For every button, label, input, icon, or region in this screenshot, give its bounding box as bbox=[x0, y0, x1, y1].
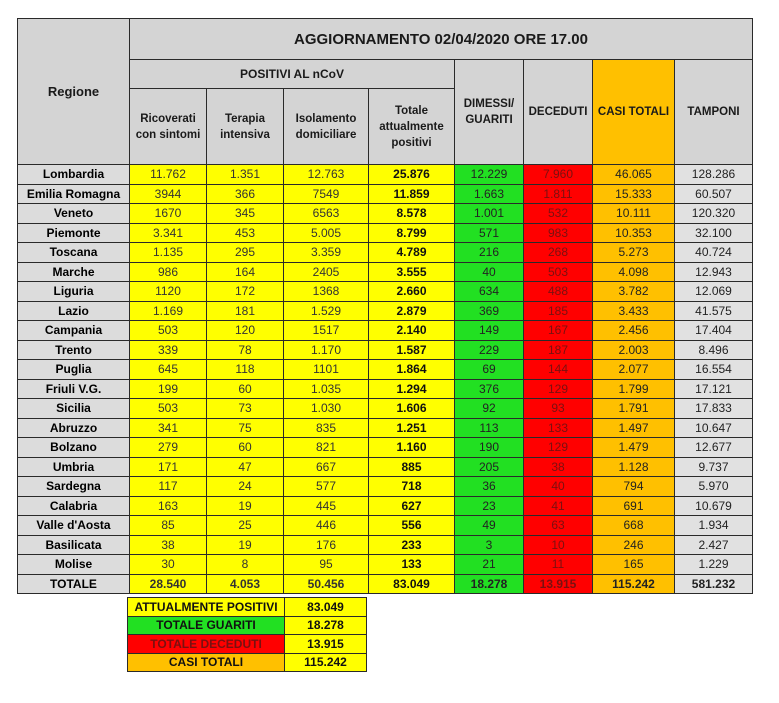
cell-dimessi: 49 bbox=[455, 516, 524, 536]
table-row bbox=[18, 555, 753, 575]
cell-deceduti: 10 bbox=[524, 535, 593, 555]
cell-casi: 15.333 bbox=[593, 184, 675, 204]
cell-deceduti: 40 bbox=[524, 477, 593, 497]
cell-totale: 83.049 bbox=[369, 574, 455, 594]
cell-dimessi: 369 bbox=[455, 301, 524, 321]
cell-ricoverati: 117 bbox=[130, 477, 207, 497]
cell-ricoverati: 341 bbox=[130, 418, 207, 438]
cell-isolamento: 95 bbox=[284, 555, 369, 575]
cell-deceduti: 268 bbox=[524, 243, 593, 263]
cell-dimessi: 229 bbox=[455, 340, 524, 360]
table-row bbox=[18, 477, 753, 497]
summary-value: 18.278 bbox=[285, 616, 367, 635]
cell-dimessi: 21 bbox=[455, 555, 524, 575]
cell-deceduti: 38 bbox=[524, 457, 593, 477]
col-header-regione: Regione bbox=[18, 19, 130, 165]
cell-regione: Veneto bbox=[18, 204, 130, 224]
cell-regione: Sardegna bbox=[18, 477, 130, 497]
cell-tamponi: 5.970 bbox=[675, 477, 753, 497]
totals-row bbox=[18, 574, 753, 594]
col-header-dimessi: DIMESSI/ GUARITI bbox=[455, 60, 524, 165]
cell-ricoverati: 503 bbox=[130, 399, 207, 419]
cell-isolamento: 1517 bbox=[284, 321, 369, 341]
cell-casi: 794 bbox=[593, 477, 675, 497]
cell-tamponi: 9.737 bbox=[675, 457, 753, 477]
cell-isolamento: 3.359 bbox=[284, 243, 369, 263]
col-header-casi-totali: CASI TOTALI bbox=[593, 60, 675, 165]
table-row bbox=[18, 165, 753, 185]
cell-regione: Friuli V.G. bbox=[18, 379, 130, 399]
cell-ricoverati: 645 bbox=[130, 360, 207, 380]
cell-tamponi: 12.677 bbox=[675, 438, 753, 458]
cell-ricoverati: 1.135 bbox=[130, 243, 207, 263]
summary-label: TOTALE GUARITI bbox=[128, 616, 285, 635]
cell-totale: 1.294 bbox=[369, 379, 455, 399]
cell-terapia: 453 bbox=[207, 223, 284, 243]
cell-terapia: 73 bbox=[207, 399, 284, 419]
cell-dimessi: 3 bbox=[455, 535, 524, 555]
cell-terapia: 24 bbox=[207, 477, 284, 497]
table-row bbox=[18, 418, 753, 438]
cell-ricoverati: 339 bbox=[130, 340, 207, 360]
cell-deceduti: 144 bbox=[524, 360, 593, 380]
cell-totale: 233 bbox=[369, 535, 455, 555]
cell-ricoverati: 199 bbox=[130, 379, 207, 399]
cell-totale: 718 bbox=[369, 477, 455, 497]
cell-regione: Valle d'Aosta bbox=[18, 516, 130, 536]
cell-tamponi: 581.232 bbox=[675, 574, 753, 594]
summary-table bbox=[127, 597, 367, 672]
cell-isolamento: 176 bbox=[284, 535, 369, 555]
cell-totale: 556 bbox=[369, 516, 455, 536]
table-row bbox=[18, 516, 753, 536]
cell-terapia: 75 bbox=[207, 418, 284, 438]
cell-ricoverati: 163 bbox=[130, 496, 207, 516]
cell-ricoverati: 38 bbox=[130, 535, 207, 555]
cell-regione: Molise bbox=[18, 555, 130, 575]
cell-regione: Trento bbox=[18, 340, 130, 360]
cell-casi: 1.497 bbox=[593, 418, 675, 438]
cell-regione: Emilia Romagna bbox=[18, 184, 130, 204]
cell-dimessi: 1.001 bbox=[455, 204, 524, 224]
cell-dimessi: 69 bbox=[455, 360, 524, 380]
cell-casi: 691 bbox=[593, 496, 675, 516]
summary-row bbox=[128, 616, 367, 635]
cell-ricoverati: 1120 bbox=[130, 282, 207, 302]
summary-row bbox=[128, 653, 367, 672]
cell-totale: 1.160 bbox=[369, 438, 455, 458]
cell-casi: 4.098 bbox=[593, 262, 675, 282]
cell-casi: 1.799 bbox=[593, 379, 675, 399]
cell-tamponi: 17.121 bbox=[675, 379, 753, 399]
cell-isolamento: 1101 bbox=[284, 360, 369, 380]
cell-isolamento: 1.035 bbox=[284, 379, 369, 399]
cell-totale: 8.578 bbox=[369, 204, 455, 224]
cell-casi: 115.242 bbox=[593, 574, 675, 594]
cell-dimessi: 40 bbox=[455, 262, 524, 282]
cell-dimessi: 376 bbox=[455, 379, 524, 399]
cell-totale: 25.876 bbox=[369, 165, 455, 185]
cell-tamponi: 12.069 bbox=[675, 282, 753, 302]
cell-ricoverati: 279 bbox=[130, 438, 207, 458]
table-row bbox=[18, 321, 753, 341]
table-row bbox=[18, 457, 753, 477]
cell-terapia: 8 bbox=[207, 555, 284, 575]
cell-dimessi: 634 bbox=[455, 282, 524, 302]
cell-isolamento: 1.030 bbox=[284, 399, 369, 419]
cell-ricoverati: 30 bbox=[130, 555, 207, 575]
summary-value: 83.049 bbox=[285, 598, 367, 617]
cell-casi: 1.128 bbox=[593, 457, 675, 477]
table-row bbox=[18, 340, 753, 360]
cell-isolamento: 1368 bbox=[284, 282, 369, 302]
cell-totale: 3.555 bbox=[369, 262, 455, 282]
cell-dimessi: 190 bbox=[455, 438, 524, 458]
cell-casi: 3.782 bbox=[593, 282, 675, 302]
cell-isolamento: 821 bbox=[284, 438, 369, 458]
cell-regione: Calabria bbox=[18, 496, 130, 516]
cell-totale: 1.606 bbox=[369, 399, 455, 419]
cell-totale: 1.587 bbox=[369, 340, 455, 360]
cell-terapia: 78 bbox=[207, 340, 284, 360]
cell-regione: Basilicata bbox=[18, 535, 130, 555]
cell-ricoverati: 171 bbox=[130, 457, 207, 477]
cell-totale: 4.789 bbox=[369, 243, 455, 263]
cell-deceduti: 13.915 bbox=[524, 574, 593, 594]
cell-terapia: 118 bbox=[207, 360, 284, 380]
cell-casi: 2.077 bbox=[593, 360, 675, 380]
cell-tamponi: 1.229 bbox=[675, 555, 753, 575]
cell-tamponi: 17.404 bbox=[675, 321, 753, 341]
cell-deceduti: 167 bbox=[524, 321, 593, 341]
cell-terapia: 366 bbox=[207, 184, 284, 204]
cell-casi: 2.456 bbox=[593, 321, 675, 341]
cell-deceduti: 133 bbox=[524, 418, 593, 438]
summary-label: TOTALE DECEDUTI bbox=[128, 635, 285, 654]
cell-tamponi: 16.554 bbox=[675, 360, 753, 380]
col-header-deceduti: DECEDUTI bbox=[524, 60, 593, 165]
cell-totale: 8.799 bbox=[369, 223, 455, 243]
col-header-tamponi: TAMPONI bbox=[675, 60, 753, 165]
cell-totale: 1.864 bbox=[369, 360, 455, 380]
cell-isolamento: 5.005 bbox=[284, 223, 369, 243]
cell-regione: Abruzzo bbox=[18, 418, 130, 438]
cell-totale: 885 bbox=[369, 457, 455, 477]
cell-isolamento: 835 bbox=[284, 418, 369, 438]
cell-regione: Puglia bbox=[18, 360, 130, 380]
cell-deceduti: 41 bbox=[524, 496, 593, 516]
cell-totale: 1.251 bbox=[369, 418, 455, 438]
cell-tamponi: 41.575 bbox=[675, 301, 753, 321]
cell-dimessi: 12.229 bbox=[455, 165, 524, 185]
cell-casi: 668 bbox=[593, 516, 675, 536]
cell-totale: 627 bbox=[369, 496, 455, 516]
table-row bbox=[18, 301, 753, 321]
cell-regione: Campania bbox=[18, 321, 130, 341]
cell-casi: 2.003 bbox=[593, 340, 675, 360]
positivi-group-header: POSITIVI AL nCoV bbox=[130, 60, 455, 89]
summary-row bbox=[128, 635, 367, 654]
cell-dimessi: 113 bbox=[455, 418, 524, 438]
table-row bbox=[18, 282, 753, 302]
cell-regione: Toscana bbox=[18, 243, 130, 263]
cell-dimessi: 216 bbox=[455, 243, 524, 263]
summary-value: 13.915 bbox=[285, 635, 367, 654]
col-header-totale-positivi: Totale attualmente positivi bbox=[369, 89, 455, 165]
table-row bbox=[18, 496, 753, 516]
cell-ricoverati: 503 bbox=[130, 321, 207, 341]
cell-casi: 10.353 bbox=[593, 223, 675, 243]
cell-casi: 10.111 bbox=[593, 204, 675, 224]
cell-casi: 1.479 bbox=[593, 438, 675, 458]
cell-dimessi: 92 bbox=[455, 399, 524, 419]
cell-tamponi: 12.943 bbox=[675, 262, 753, 282]
cell-dimessi: 205 bbox=[455, 457, 524, 477]
table-title: AGGIORNAMENTO 02/04/2020 ORE 17.00 bbox=[130, 19, 753, 60]
cell-terapia: 19 bbox=[207, 535, 284, 555]
cell-isolamento: 12.763 bbox=[284, 165, 369, 185]
cell-tamponi: 40.724 bbox=[675, 243, 753, 263]
cell-tamponi: 120.320 bbox=[675, 204, 753, 224]
cell-deceduti: 488 bbox=[524, 282, 593, 302]
cell-deceduti: 503 bbox=[524, 262, 593, 282]
cell-ricoverati: 1670 bbox=[130, 204, 207, 224]
cell-isolamento: 7549 bbox=[284, 184, 369, 204]
cell-terapia: 60 bbox=[207, 438, 284, 458]
cell-dimessi: 1.663 bbox=[455, 184, 524, 204]
cell-deceduti: 129 bbox=[524, 379, 593, 399]
cell-dimessi: 23 bbox=[455, 496, 524, 516]
cell-terapia: 181 bbox=[207, 301, 284, 321]
cell-terapia: 164 bbox=[207, 262, 284, 282]
cell-terapia: 4.053 bbox=[207, 574, 284, 594]
cell-totale: 2.140 bbox=[369, 321, 455, 341]
cell-regione: Piemonte bbox=[18, 223, 130, 243]
table-row bbox=[18, 399, 753, 419]
cell-regione: TOTALE bbox=[18, 574, 130, 594]
covid-regions-table bbox=[17, 18, 753, 594]
cell-totale: 133 bbox=[369, 555, 455, 575]
cell-tamponi: 17.833 bbox=[675, 399, 753, 419]
cell-terapia: 19 bbox=[207, 496, 284, 516]
cell-regione: Liguria bbox=[18, 282, 130, 302]
cell-tamponi: 60.507 bbox=[675, 184, 753, 204]
cell-casi: 5.273 bbox=[593, 243, 675, 263]
cell-ricoverati: 1.169 bbox=[130, 301, 207, 321]
cell-tamponi: 1.934 bbox=[675, 516, 753, 536]
table-row bbox=[18, 243, 753, 263]
cell-totale: 2.660 bbox=[369, 282, 455, 302]
cell-ricoverati: 11.762 bbox=[130, 165, 207, 185]
cell-dimessi: 18.278 bbox=[455, 574, 524, 594]
cell-tamponi: 2.427 bbox=[675, 535, 753, 555]
cell-deceduti: 1.811 bbox=[524, 184, 593, 204]
cell-isolamento: 446 bbox=[284, 516, 369, 536]
cell-deceduti: 7.960 bbox=[524, 165, 593, 185]
cell-isolamento: 667 bbox=[284, 457, 369, 477]
cell-deceduti: 11 bbox=[524, 555, 593, 575]
cell-ricoverati: 3.341 bbox=[130, 223, 207, 243]
col-header-isolamento: Isolamento domiciliare bbox=[284, 89, 369, 165]
table-body bbox=[18, 165, 753, 594]
table-row bbox=[18, 379, 753, 399]
cell-regione: Marche bbox=[18, 262, 130, 282]
cell-isolamento: 50.456 bbox=[284, 574, 369, 594]
cell-dimessi: 571 bbox=[455, 223, 524, 243]
cell-regione: Lombardia bbox=[18, 165, 130, 185]
cell-casi: 1.791 bbox=[593, 399, 675, 419]
cell-isolamento: 577 bbox=[284, 477, 369, 497]
cell-isolamento: 445 bbox=[284, 496, 369, 516]
cell-isolamento: 1.529 bbox=[284, 301, 369, 321]
summary-label: ATTUALMENTE POSITIVI bbox=[128, 598, 285, 617]
col-header-ricoverati: Ricoverati con sintomi bbox=[130, 89, 207, 165]
table-row bbox=[18, 360, 753, 380]
cell-terapia: 295 bbox=[207, 243, 284, 263]
cell-regione: Sicilia bbox=[18, 399, 130, 419]
table-row bbox=[18, 184, 753, 204]
cell-terapia: 47 bbox=[207, 457, 284, 477]
cell-casi: 46.065 bbox=[593, 165, 675, 185]
cell-casi: 3.433 bbox=[593, 301, 675, 321]
cell-tamponi: 10.647 bbox=[675, 418, 753, 438]
summary-value: 115.242 bbox=[285, 653, 367, 672]
cell-ricoverati: 85 bbox=[130, 516, 207, 536]
cell-deceduti: 93 bbox=[524, 399, 593, 419]
cell-isolamento: 6563 bbox=[284, 204, 369, 224]
table-row bbox=[18, 262, 753, 282]
cell-totale: 2.879 bbox=[369, 301, 455, 321]
cell-deceduti: 187 bbox=[524, 340, 593, 360]
cell-casi: 165 bbox=[593, 555, 675, 575]
summary-row bbox=[128, 598, 367, 617]
cell-regione: Lazio bbox=[18, 301, 130, 321]
cell-deceduti: 532 bbox=[524, 204, 593, 224]
cell-terapia: 1.351 bbox=[207, 165, 284, 185]
cell-tamponi: 10.679 bbox=[675, 496, 753, 516]
cell-isolamento: 2405 bbox=[284, 262, 369, 282]
cell-isolamento: 1.170 bbox=[284, 340, 369, 360]
cell-deceduti: 129 bbox=[524, 438, 593, 458]
table-row bbox=[18, 204, 753, 224]
cell-deceduti: 185 bbox=[524, 301, 593, 321]
cell-ricoverati: 28.540 bbox=[130, 574, 207, 594]
cell-terapia: 172 bbox=[207, 282, 284, 302]
cell-terapia: 25 bbox=[207, 516, 284, 536]
col-header-terapia: Terapia intensiva bbox=[207, 89, 284, 165]
cell-terapia: 120 bbox=[207, 321, 284, 341]
cell-terapia: 345 bbox=[207, 204, 284, 224]
table-row bbox=[18, 223, 753, 243]
cell-totale: 11.859 bbox=[369, 184, 455, 204]
cell-deceduti: 63 bbox=[524, 516, 593, 536]
cell-casi: 246 bbox=[593, 535, 675, 555]
cell-regione: Bolzano bbox=[18, 438, 130, 458]
cell-terapia: 60 bbox=[207, 379, 284, 399]
table-row bbox=[18, 535, 753, 555]
summary-label: CASI TOTALI bbox=[128, 653, 285, 672]
cell-regione: Umbria bbox=[18, 457, 130, 477]
cell-tamponi: 32.100 bbox=[675, 223, 753, 243]
table-row bbox=[18, 438, 753, 458]
cell-dimessi: 36 bbox=[455, 477, 524, 497]
cell-ricoverati: 3944 bbox=[130, 184, 207, 204]
cell-ricoverati: 986 bbox=[130, 262, 207, 282]
cell-tamponi: 8.496 bbox=[675, 340, 753, 360]
cell-tamponi: 128.286 bbox=[675, 165, 753, 185]
cell-deceduti: 983 bbox=[524, 223, 593, 243]
cell-dimessi: 149 bbox=[455, 321, 524, 341]
